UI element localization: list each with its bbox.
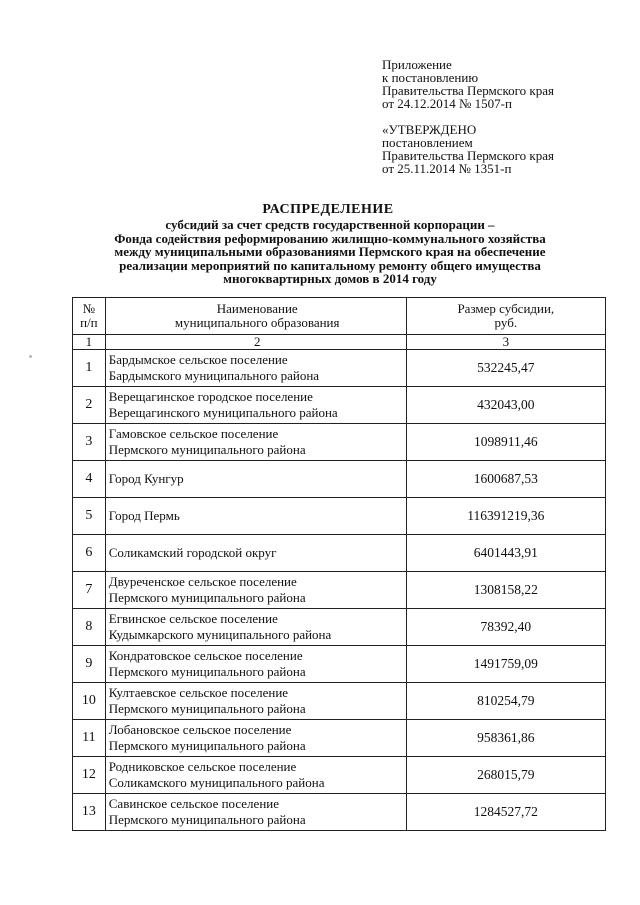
municipality-name-line: Лобановское сельское поселение <box>108 722 292 737</box>
row-number: 5 <box>73 498 106 535</box>
subtitle-line: реализации мероприятий по капитальному ремонту общего имущества <box>119 257 541 273</box>
subsidy-table <box>72 297 606 831</box>
municipality-name-line: Город Пермь <box>108 508 180 523</box>
table-row <box>73 757 606 794</box>
municipality-name <box>105 646 406 683</box>
column-index-row <box>73 335 606 350</box>
row-number: 3 <box>73 424 106 461</box>
municipality-name-line: Гамовское сельское поселение <box>108 426 279 441</box>
municipality-name-line: Соликамский городской округ <box>108 545 277 560</box>
table-body <box>73 335 606 831</box>
row-number: 6 <box>73 535 106 572</box>
subsidy-amount: 1491759,09 <box>406 646 605 683</box>
subsidy-amount: 1284527,72 <box>406 794 605 831</box>
header-sum-line: Размер субсидии, <box>457 301 555 316</box>
document-subtitle <box>60 218 600 286</box>
municipality-name-line: Бардымского муниципального района <box>108 368 320 383</box>
municipality-name <box>105 609 406 646</box>
table-row <box>73 794 606 831</box>
approval-line: Правительства Пермского края <box>382 148 554 163</box>
header-name-line: Наименование <box>216 301 298 316</box>
subsidy-amount: 532245,47 <box>406 350 605 387</box>
subsidy-amount: 432043,00 <box>406 387 605 424</box>
subsidy-amount: 6401443,91 <box>406 535 605 572</box>
approval-block <box>382 123 622 175</box>
subsidy-amount: 1308158,22 <box>406 572 605 609</box>
municipality-name-line: Пермского муниципального района <box>108 664 306 679</box>
appendix-line: Правительства Пермского края <box>382 83 554 98</box>
row-number: 7 <box>73 572 106 609</box>
column-index: 3 <box>406 335 605 350</box>
subtitle-line: Фонда содействия реформированию жилищно-коммунального хозяйства <box>114 230 546 246</box>
table-row <box>73 646 606 683</box>
row-number: 11 <box>73 720 106 757</box>
municipality-name <box>105 683 406 720</box>
subtitle-line: субсидий за счет средств государственной корпорации – <box>165 217 495 232</box>
subsidy-amount: 958361,86 <box>406 720 605 757</box>
municipality-name-line: Кудымкарского муниципального района <box>108 627 332 642</box>
municipality-name <box>105 350 406 387</box>
municipality-name-line: Соликамского муниципального района <box>108 775 325 790</box>
subsidy-amount: 1600687,53 <box>406 461 605 498</box>
row-number: 9 <box>73 646 106 683</box>
subtitle-line: многоквартирных домов в 2014 году <box>223 271 437 286</box>
municipality-name-line: Култаевское сельское поселение <box>108 685 289 700</box>
document-title: РАСПРЕДЕЛЕНИЕ <box>262 202 394 217</box>
table-header-row <box>73 298 606 335</box>
subsidy-amount: 810254,79 <box>406 683 605 720</box>
municipality-name-line: Савинское сельское поселение <box>108 796 280 811</box>
municipality-name-line: Пермского муниципального района <box>108 738 306 753</box>
municipality-name <box>105 572 406 609</box>
subsidy-amount: 268015,79 <box>406 757 605 794</box>
row-number: 13 <box>73 794 106 831</box>
municipality-name-line: Пермского муниципального района <box>108 442 306 457</box>
scan-speck <box>29 355 32 358</box>
header-sum <box>406 298 605 335</box>
table-row <box>73 535 606 572</box>
header-number <box>73 298 106 335</box>
municipality-name-line: Верещагинского муниципального района <box>108 405 338 420</box>
municipality-name <box>105 498 406 535</box>
row-number: 1 <box>73 350 106 387</box>
municipality-name-line: Родниковское сельское поселение <box>108 759 297 774</box>
header-number-line: № <box>82 301 96 316</box>
approval-line: постановлением <box>382 135 473 150</box>
municipality-name-line: Бардымское сельское поселение <box>108 352 288 367</box>
table-row <box>73 720 606 757</box>
municipality-name <box>105 387 406 424</box>
municipality-name-line: Егвинское сельское поселение <box>108 611 278 626</box>
municipality-name <box>105 794 406 831</box>
subsidy-amount: 116391219,36 <box>406 498 605 535</box>
header-sum-line: руб. <box>494 315 518 330</box>
municipality-name <box>105 757 406 794</box>
municipality-name-line: Двуреченское сельское поселение <box>108 574 297 589</box>
appendix-line: Приложение <box>382 57 452 72</box>
table-row <box>73 498 606 535</box>
municipality-name <box>105 424 406 461</box>
table-row <box>73 609 606 646</box>
row-number: 8 <box>73 609 106 646</box>
column-index: 1 <box>73 335 106 350</box>
table-row <box>73 387 606 424</box>
table-row <box>73 683 606 720</box>
subtitle-line: между муниципальными образованиями Пермского края на обеспечение <box>114 244 546 259</box>
municipality-name-line: Пермского муниципального района <box>108 812 306 827</box>
municipality-name-line: Пермского муниципального района <box>108 590 306 605</box>
row-number: 10 <box>73 683 106 720</box>
table-row <box>73 350 606 387</box>
municipality-name <box>105 720 406 757</box>
row-number: 2 <box>73 387 106 424</box>
municipality-name-line: Кондратовское сельское поселение <box>108 648 303 663</box>
municipality-name-line: Пермского муниципального района <box>108 701 306 716</box>
municipality-name-line: Город Кунгур <box>108 471 184 486</box>
appendix-line: к постановлению <box>382 70 479 85</box>
appendix-line: от 24.12.2014 № 1507-п <box>382 96 512 111</box>
subsidy-amount: 1098911,46 <box>406 424 605 461</box>
approval-line: «УТВЕРЖДЕНО <box>382 122 477 137</box>
table-row <box>73 572 606 609</box>
header-name <box>105 298 406 335</box>
table-row <box>73 424 606 461</box>
table-row <box>73 461 606 498</box>
approval-line: от 25.11.2014 № 1351-п <box>382 161 512 176</box>
row-number: 4 <box>73 461 106 498</box>
header-name-line: муниципального образования <box>174 315 340 330</box>
header-number-line: п/п <box>80 315 98 330</box>
row-number: 12 <box>73 757 106 794</box>
column-index: 2 <box>105 335 406 350</box>
municipality-name <box>105 535 406 572</box>
municipality-name-line: Верещагинское городское поселение <box>108 389 313 404</box>
appendix-block <box>382 58 622 110</box>
municipality-name <box>105 461 406 498</box>
subsidy-amount: 78392,40 <box>406 609 605 646</box>
